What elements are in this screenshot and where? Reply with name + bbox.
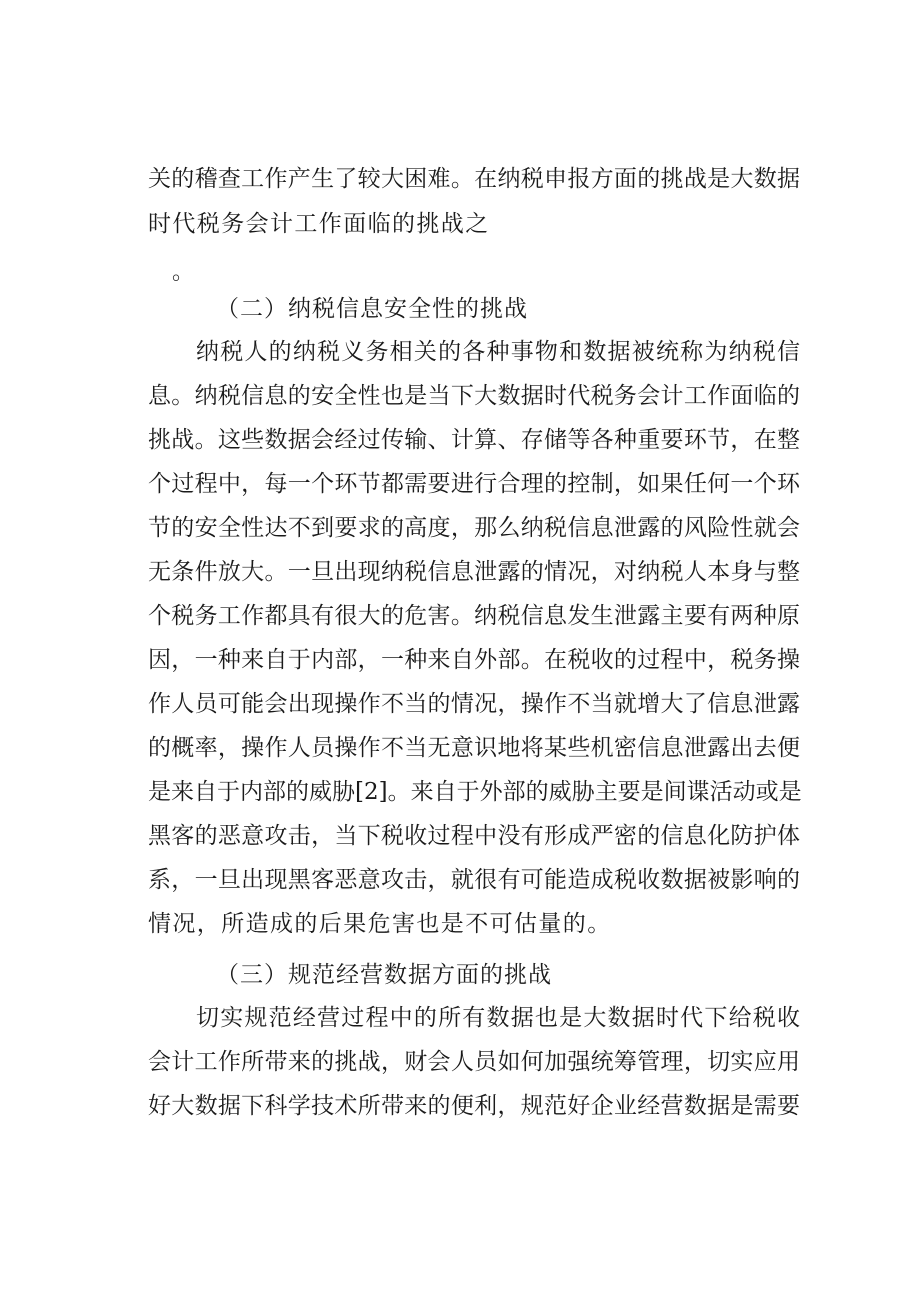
paragraph-line: 黑客的恶意攻击，当下税收过程中没有形成严密的信息化防护体 — [148, 823, 800, 849]
stray-period: 。 — [172, 260, 196, 285]
paragraph-line: 作人员可能会出现操作不当的情况，操作不当就增大了信息泄露 — [148, 691, 800, 717]
paragraph-line: 挑战。这些数据会经过传输、计算、存储等各种重要环节，在整 — [148, 427, 800, 453]
paragraph-line: 情况，所造成的后果危害也是不可估量的。 — [148, 911, 612, 937]
section-heading: （二）纳税信息安全性的挑战 — [216, 296, 528, 322]
paragraph-line: 是来自于内部的威胁[2]。来自于外部的威胁主要是间谍活动或是 — [148, 779, 802, 805]
paragraph-line: 息。纳税信息的安全性也是当下大数据时代税务会计工作面临的 — [148, 383, 800, 409]
paragraph-line: 的概率，操作人员操作不当无意识地将某些机密信息泄露出去便 — [148, 735, 800, 761]
paragraph-line: 会计工作所带来的挑战，财会人员如何加强统筹管理，切实应用 — [148, 1049, 800, 1075]
paragraph-line: 关的稽查工作产生了较大困难。在纳税申报方面的挑战是大数据 — [148, 166, 800, 192]
paragraph-line: 因，一种来自于内部，一种来自外部。在税收的过程中，税务操 — [148, 647, 800, 673]
paragraph-line: 无条件放大。一旦出现纳税信息泄露的情况，对纳税人本身与整 — [148, 559, 800, 585]
paragraph-line: 切实规范经营过程中的所有数据也是大数据时代下给税收 — [196, 1005, 800, 1031]
paragraph-line: 纳税人的纳税义务相关的各种事物和数据被统称为纳税信 — [196, 339, 800, 365]
paragraph-line: 系，一旦出现黑客恶意攻击，就很有可能造成税收数据被影响的 — [148, 867, 800, 893]
paragraph-line: 个过程中，每一个环节都需要进行合理的控制，如果任何一个环 — [148, 471, 800, 497]
section-heading: （三）规范经营数据方面的挑战 — [216, 962, 552, 988]
paragraph-line: 好大数据下科学技术所带来的便利，规范好企业经营数据是需要 — [148, 1093, 800, 1119]
paragraph-line: 时代税务会计工作面临的挑战之 — [148, 211, 490, 237]
paragraph-line: 节的安全性达不到要求的高度，那么纳税信息泄露的风险性就会 — [148, 515, 800, 541]
paragraph-line: 个税务工作都具有很大的危害。纳税信息发生泄露主要有两种原 — [148, 603, 800, 629]
